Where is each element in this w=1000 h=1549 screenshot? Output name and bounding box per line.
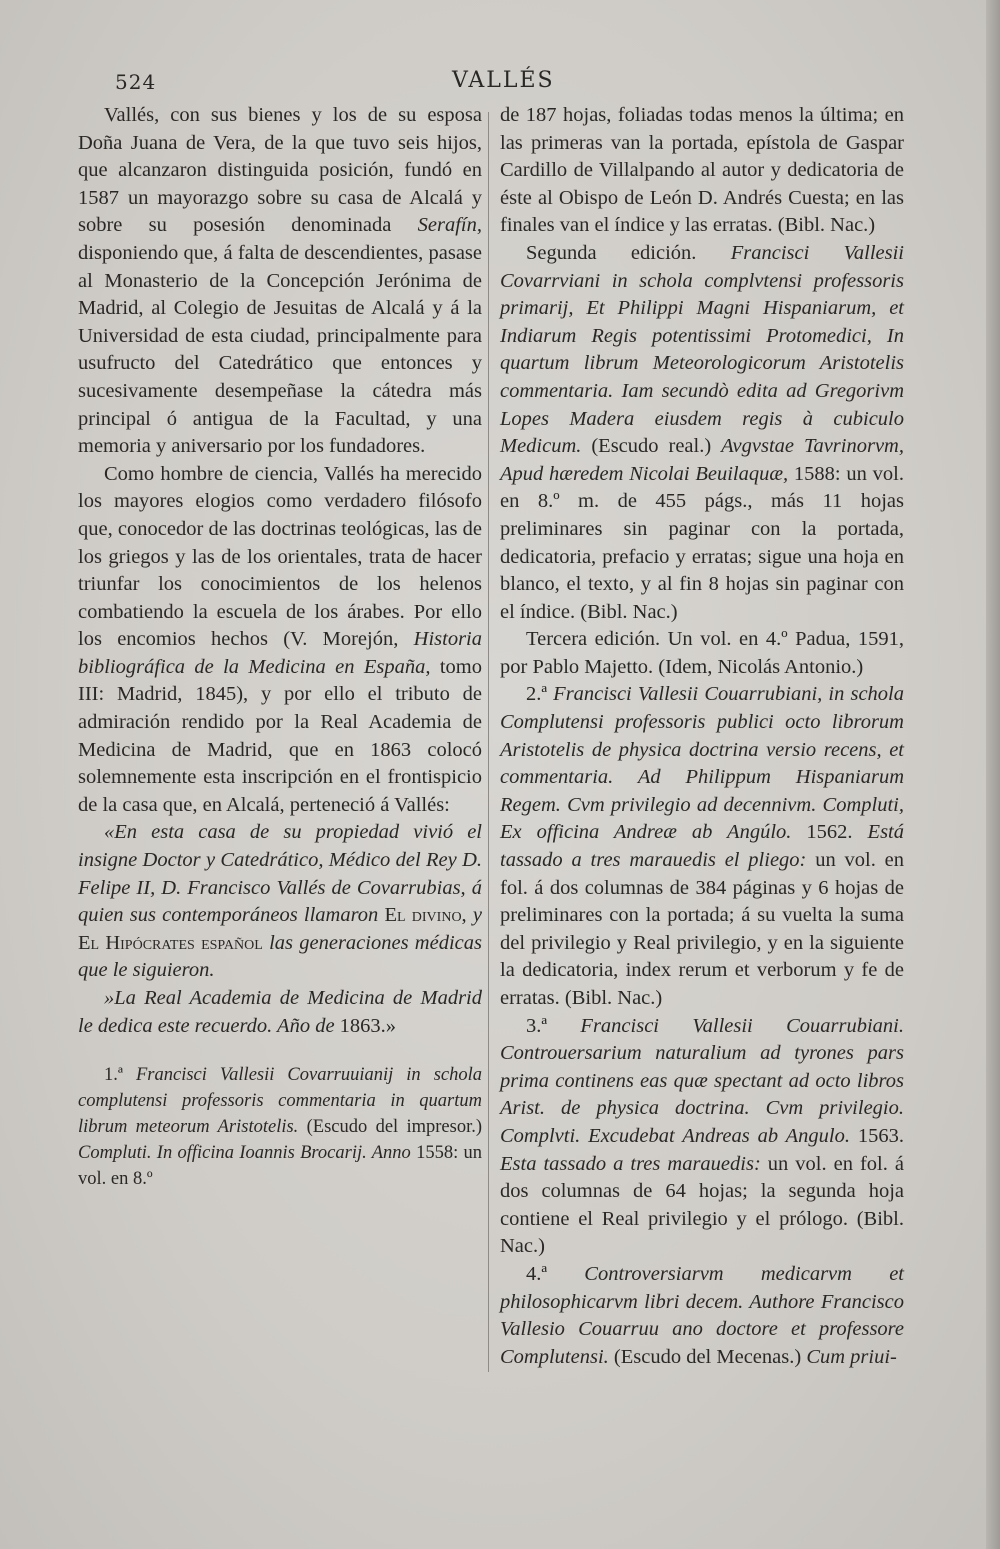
bibliography-entry-2: 2.ª Francisci Vallesii Couarrubiani, in schola Complutensi professoris publici octo librorum Aristotelis de physica doctrina versio recens, et commentaria. Ad Philippum Hispaniarum Regem. Cvm privilegio ad decennivm. Compluti, Ex officina Andreæ ab Angúlo. 1562. Está tassado a tres marauedis el pliego: un vol. en fol. á dos columnas de 384 páginas y 6 hojas de preliminares con la portada; á su vuelta la suma del privilegio y Real privilegio, y en la siguiente la dedicatoria, index rerum et verborum y fe de erratas. (Bibl. Nac.): [500, 683, 905, 1009]
right-column: [500, 102, 904, 1371]
paragraph-science: Como hombre de ciencia, Vallés ha merecido los mayores elogios como verdadero filósofo que, conocedor de las doctrinas teológicas, las de los griegos y las de los orientales, trata de hacer triunfar los conocimientos de los helenos combatiendo la escuela de los árabes. Por ello los encomios hechos (V. Morejón, Historia bibliográfica de la Medicina en España, tomo III: Madrid, 1845), y por ello el tributo de admiración rendido por la Real Academia de Medicina de Madrid, que en 1863 colocó solemnemente esta inscripción en el frontispicio de la casa que, en Alcalá, perteneció á Vallés:: [78, 462, 482, 816]
page-edge-shadow: [986, 0, 1000, 1549]
page-header: [0, 68, 1000, 102]
running-title: VALLÉS: [452, 68, 555, 93]
paragraph-estate: Vallés, con sus bienes y los de su esposa Doña Juana de Vera, de la que tuvo seis hijos, que alcanzaron distinguida posición, fundó en 1587 un mayorazgo sobre su casa de Alcalá y sobre su posesión denominada Serafín, disponiendo que, á falta de descendientes, pasase al Monasterio de la Concepción Jerónima de Madrid, al Colegio de Jesuitas de Alcalá y á la Universidad de esta ciudad, principalmente para usufructo del Catedrático que entonces y sucesivamente desempeñase la cátedra más principal ó antigua de la Facultad, y una memoria y aniversario por los fundadores.: [78, 104, 482, 458]
bibliography-entry-1: 1.ª Francisci Vallesii Covarruuianij in schola complutensi professoris commentaria in quartum librum meteorum Aristotelis. (Escudo del impresor.) Compluti. In officina Ioannis Brocarij. Anno 1558: un vol. en 8.º: [78, 1065, 483, 1190]
page-number: 524: [115, 70, 157, 94]
paragraph-first-edition-cont: de 187 hojas, foliadas todas menos la última; en las primeras van la portada, epístola de Gaspar Cardillo de Villalpando al autor y dedicatoria de éste al Obispo de León D. Andrés Cuesta; en las finales van el índice y las erratas. (Bibl. Nac.): [500, 104, 904, 237]
paragraph-third-edition: Tercera edición. Un vol. en 4.º Padua, 1591, por Pablo Majetto. (Idem, Nicolás Antonio.): [500, 628, 904, 678]
inscription-dedication: »La Real Academia de Medicina de Madrid le dedica este recuerdo. Año de 1863.»: [78, 987, 482, 1037]
paragraph-second-edition: Segunda edición. Francisci Vallesii Covarrviani in schola complvtensi professoris primarij, Et Philippi Magni Hispaniarum, et Indiarum Regis potentissimi Protomedici, In quartum librum Meteorologicorum Aristotelis commentaria. Iam secundò edita ad Gregorivm Lopes Madera eiusdem regis à cubiculo Medicum. (Escudo real.) Avgvstae Tavrinorvm, Apud hæredem Nicolai Beuilaquæ, 1588: un vol. en 8.º m. de 455 págs., más 11 hojas preliminares sin paginar con la portada, dedicatoria, prefacio y erratas; sigue una hoja en blanco, el texto, y al fin 8 hojas sin paginar con el índice. (Bibl. Nac.): [500, 241, 904, 623]
inscription-quote: «En esta casa de su propiedad vivió el insigne Doctor y Catedrático, Médico del Rey D. Felipe II, D. Francisco Vallés de Covarrubias, á quien sus contemporáneos llamaron El divino, y El Hipócrates español las generaciones médicas que le siguieron.: [78, 821, 482, 982]
column-divider: [488, 112, 489, 1372]
left-column: [78, 102, 482, 1192]
bibliography-entry-4: 4.ª Controversiarvm medicarvm et philosophicarvm libri decem. Authore Francisco Vallesio Couarruu ano doctore et professore Complutensi. (Escudo del Mecenas.) Cum priui-: [500, 1262, 904, 1368]
bibliography-entry-3: 3.ª Francisci Vallesii Couarrubiani. Controuersarium naturalium ad tyrones pars prima continens eas quæ spectant ad octo libros Arist. de physica doctrina. Cvm privilegio. Complvti. Excudebat Andreas ab Angulo. 1563. Esta tassado a tres marauedis: un vol. en fol. á dos columnas de 64 hojas; la segunda hoja contiene el Real privilegio y el prólogo. (Bibl. Nac.): [500, 1014, 905, 1258]
